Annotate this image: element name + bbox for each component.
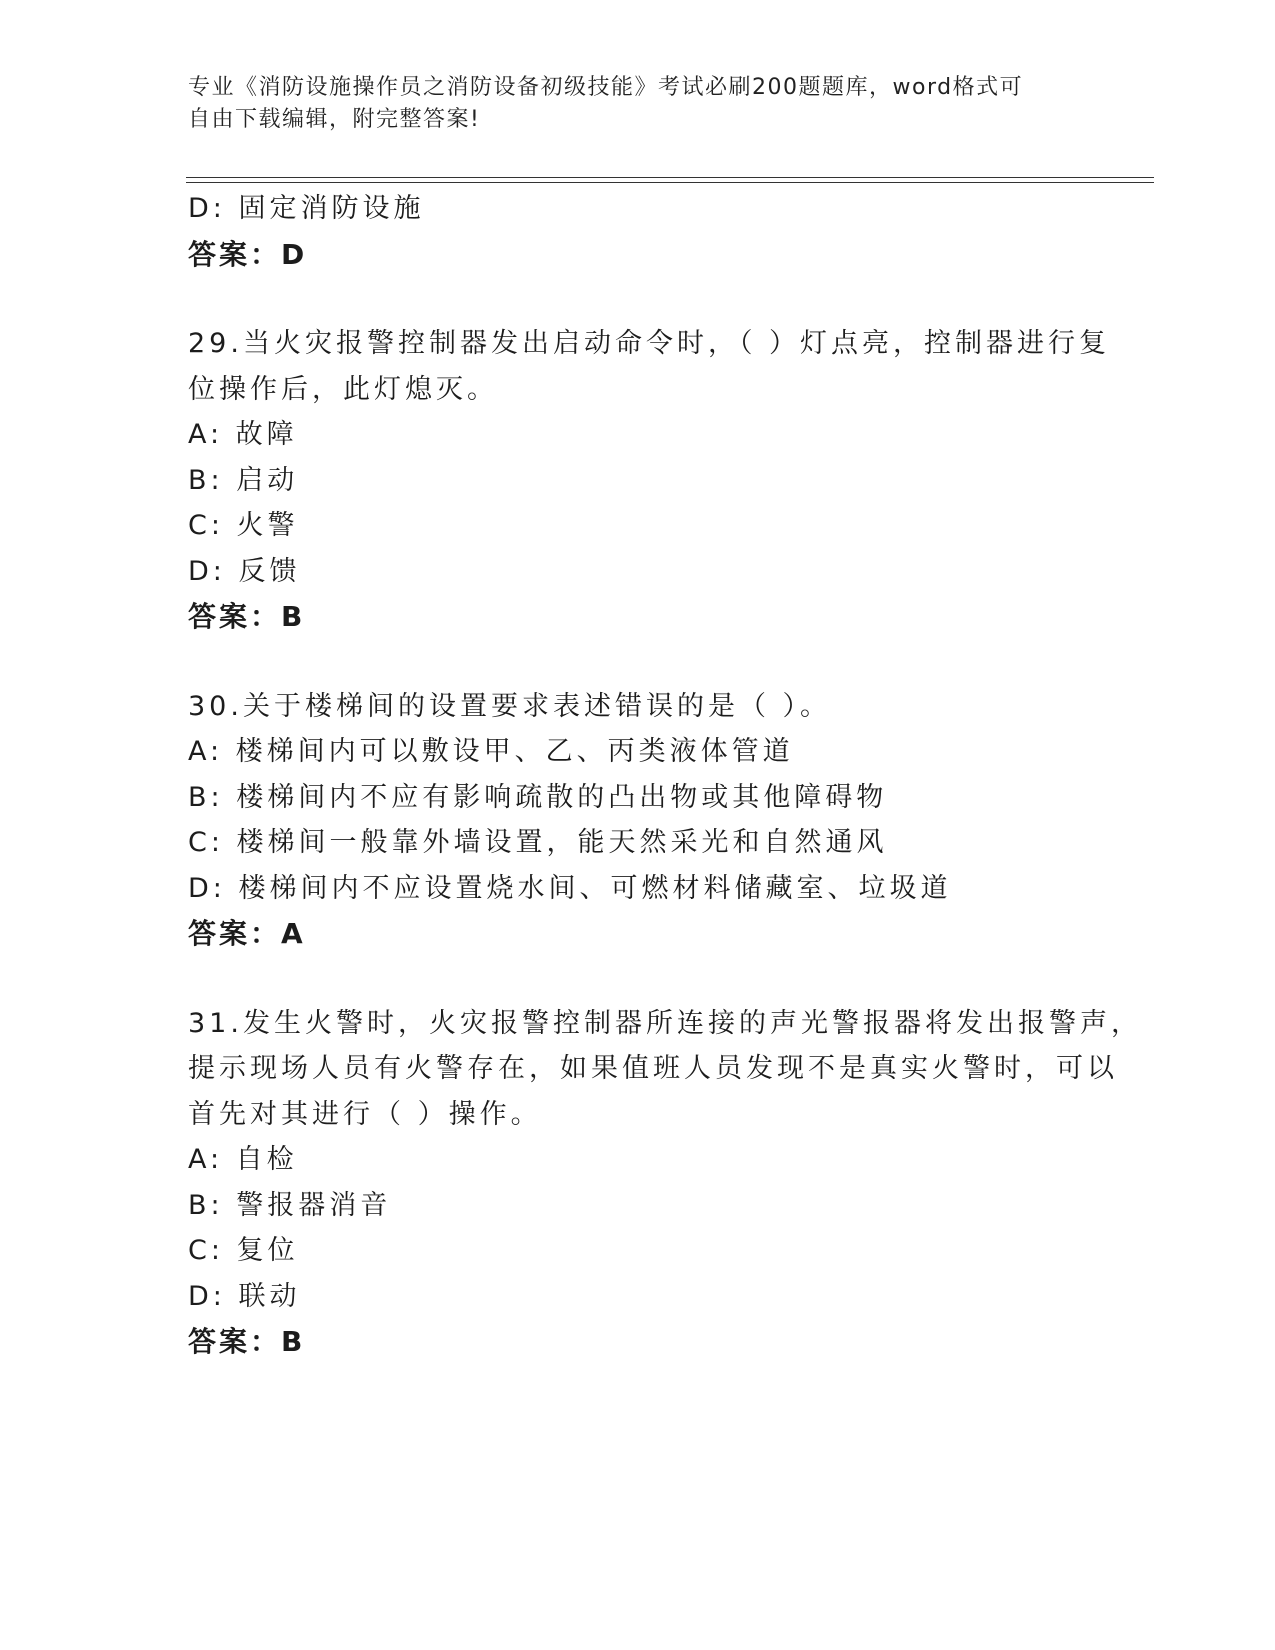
option-a: A: 自检 bbox=[188, 1144, 298, 1175]
question-30 bbox=[188, 684, 1148, 957]
option-d: D: 楼梯间内不应设置烧水间、可燃材料储藏室、垃圾道 bbox=[188, 872, 952, 904]
question-content bbox=[188, 186, 1148, 1365]
option-d: D: 反馈 bbox=[188, 555, 301, 587]
header-line-2: 自由下载编辑，附完整答案! bbox=[188, 107, 481, 132]
header-line-1: 专业《消防设施操作员之消防设备初级技能》考试必刷200题题库，word格式可 bbox=[188, 75, 1024, 100]
option-b: B: 楼梯间内不应有影响疏散的凸出物或其他障碍物 bbox=[188, 781, 888, 813]
question-31 bbox=[188, 1001, 1148, 1365]
option-a: A: 故障 bbox=[188, 419, 298, 450]
option-b: B: 警报器消音 bbox=[188, 1189, 392, 1221]
spacer bbox=[188, 640, 1148, 684]
question-text-line: 提示现场人员有火警存在，如果值班人员发现不是真实火警时，可以 bbox=[188, 1053, 1118, 1084]
spacer bbox=[188, 957, 1148, 1001]
previous-question-tail bbox=[188, 186, 1148, 277]
option-a: A: 楼梯间内可以敷设甲、乙、丙类液体管道 bbox=[188, 736, 794, 767]
header-rule-bottom bbox=[186, 182, 1154, 183]
answer-line: 答案：B bbox=[188, 600, 306, 633]
answer-line: 答案：B bbox=[188, 1325, 306, 1358]
option-c: C: 火警 bbox=[188, 510, 299, 541]
option-d: D: 固定消防设施 bbox=[188, 193, 425, 224]
answer-line: 答案：A bbox=[188, 917, 306, 950]
option-c: C: 复位 bbox=[188, 1235, 299, 1266]
question-text-line: 首先对其进行（ ）操作。 bbox=[188, 1098, 542, 1130]
question-text-line: 位操作后，此灯熄灭。 bbox=[188, 373, 498, 405]
question-text-line: 31.发生火警时，火灾报警控制器所连接的声光警报器将发出报警声， bbox=[188, 1007, 1142, 1039]
question-text-line: 30.关于楼梯间的设置要求表述错误的是（ ）。 bbox=[188, 690, 832, 722]
spacer bbox=[188, 277, 1148, 321]
option-d: D: 联动 bbox=[188, 1280, 301, 1312]
document-header bbox=[188, 72, 1088, 136]
option-c: C: 楼梯间一般靠外墙设置，能天然采光和自然通风 bbox=[188, 827, 888, 858]
option-b: B: 启动 bbox=[188, 464, 299, 496]
header-rule-top bbox=[186, 177, 1154, 178]
question-text-line: 29.当火灾报警控制器发出启动命令时，（ ）灯点亮，控制器进行复 bbox=[188, 328, 1111, 359]
question-29 bbox=[188, 321, 1148, 640]
answer-line: 答案：D bbox=[188, 237, 308, 271]
